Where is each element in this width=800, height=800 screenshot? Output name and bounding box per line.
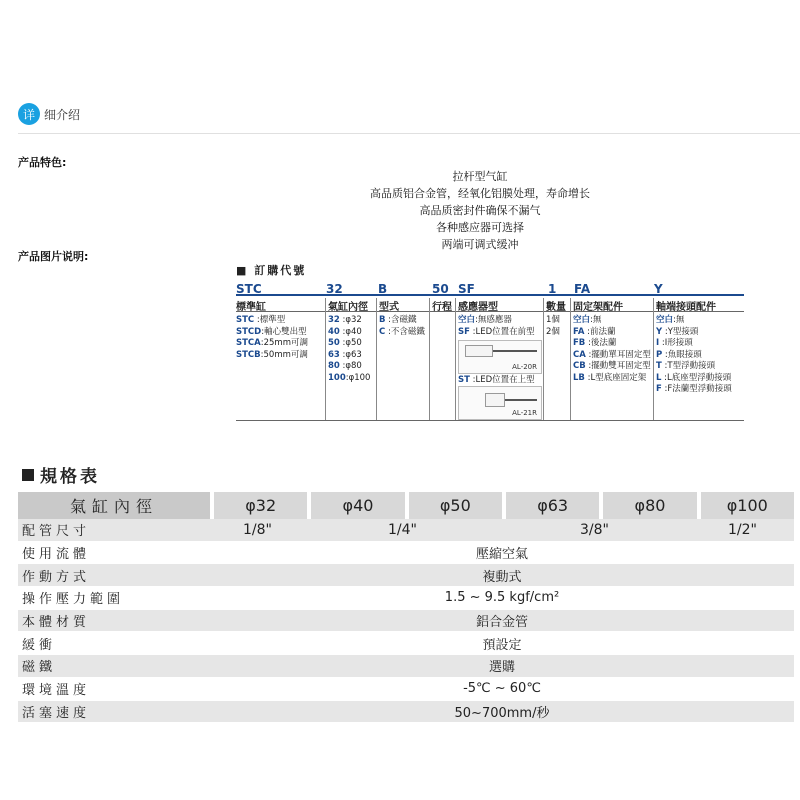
bore-options [328, 315, 370, 384]
spec-title-text: 規格表 [40, 467, 100, 487]
order-bottom-line [236, 420, 744, 421]
standard-options [236, 315, 308, 361]
order-code-row [236, 282, 744, 296]
row-label: 磁鐵 [22, 660, 57, 676]
spec-title [22, 462, 100, 487]
feature-item: 各种感应器可选择 [436, 221, 524, 234]
table-row [18, 678, 794, 701]
spec-table [18, 492, 794, 723]
pictures-label: 产品图片说明: [18, 250, 89, 263]
table-row [18, 564, 794, 587]
table-row [18, 655, 794, 678]
row-value: 選購 [488, 660, 515, 676]
qty-options [546, 315, 560, 338]
order-code-block [236, 262, 744, 422]
pipe-size: 1/2" [728, 521, 757, 538]
cat-type: 型式 [379, 302, 399, 313]
option-item: SF :LED位置在前型 [458, 326, 535, 337]
option-item: Y :Y型接頭 [656, 326, 699, 337]
cat-bore: 氣缸內徑 [328, 302, 368, 313]
sensor-options-top [458, 375, 535, 387]
bore-header-cell: φ50 [405, 492, 502, 519]
cat-qty: 數量 [546, 302, 566, 313]
features-list [330, 168, 630, 253]
code-sensor: SF [458, 282, 475, 296]
option-item: FB :後法蘭 [573, 338, 617, 348]
column-divider [376, 298, 377, 420]
sensor-model: AL-21R [512, 409, 537, 417]
option-item: ST :LED位置在上型 [458, 375, 535, 385]
sensor-options [458, 315, 542, 338]
sensor-image-top [458, 386, 542, 420]
sensor-body [485, 393, 505, 407]
feature-item: 高品质铝合金管，经氧化铝膜处理，寿命增长 [370, 187, 590, 200]
feature-item: 两端可调式缓冲 [441, 238, 519, 251]
option-item: 空白:無 [573, 315, 602, 325]
spec-header-row [18, 492, 794, 519]
option-item: 50 :φ50 [328, 338, 362, 348]
row-value: -5℃ ~ 60℃ [463, 681, 541, 697]
sensor-image-front [458, 340, 542, 374]
option-item: 80 :φ80 [328, 361, 362, 371]
row-label: 環境溫度 [22, 683, 91, 699]
option-item: 32 :φ32 [328, 315, 362, 325]
bore-header-label: 氣缸內徑 [69, 497, 158, 516]
column-divider [570, 298, 571, 420]
option-item: 40 :φ40 [328, 326, 362, 337]
option-item: T :T型浮動接頭 [656, 361, 716, 371]
table-row [18, 587, 794, 610]
option-item: 空白:無感應器 [458, 315, 512, 325]
square-bullet-icon [22, 469, 34, 481]
cat-mount: 固定架配件 [573, 302, 623, 313]
option-item: 2個 [546, 326, 560, 337]
sensor-cable [493, 350, 537, 352]
row-value: 預設定 [482, 637, 522, 653]
column-divider [325, 298, 326, 420]
option-item: CA :擺動單耳固定型 [573, 349, 651, 360]
bore-header-cell: φ80 [599, 492, 696, 519]
row-value: 鋁合金管 [475, 615, 528, 631]
bore-header-cell: φ63 [502, 492, 599, 519]
feature-item: 高品质密封件确保不漏气 [419, 204, 541, 217]
code-qty: 1 [548, 282, 557, 296]
code-stroke: 50 [432, 282, 449, 296]
row-label: 使用流體 [22, 547, 91, 563]
row-label: 操作壓力範圍 [22, 592, 125, 608]
code-rod: Y [654, 282, 663, 296]
bore-header-cell: φ100 [697, 492, 794, 519]
column-divider [653, 298, 654, 420]
row-label: 緩衝 [22, 637, 57, 653]
option-item: 63 :φ63 [328, 349, 362, 360]
header-divider [18, 133, 800, 134]
row-label: 活塞速度 [22, 705, 91, 721]
row-value: 50~700mm/秒 [454, 705, 550, 721]
table-row [18, 542, 794, 565]
detail-badge-icon: 详 [18, 103, 40, 125]
option-item: P :魚眼接頭 [656, 349, 702, 360]
row-value: 壓縮空氣 [475, 547, 528, 563]
option-item: STCA:25mm可調 [236, 338, 308, 348]
sensor-body [465, 345, 493, 357]
option-item: CB :擺動雙耳固定型 [573, 361, 651, 371]
option-item: STC :標準型 [236, 315, 286, 325]
column-divider [543, 298, 544, 420]
table-row [18, 610, 794, 633]
table-row [18, 701, 794, 724]
column-divider [429, 298, 430, 420]
option-item: 空白:無 [656, 315, 685, 325]
cat-sensor: 感應器型 [458, 302, 498, 313]
pipe-size: 1/8" [243, 521, 272, 538]
cat-stroke: 行程 [432, 302, 452, 313]
feature-item: 拉杆型气缸 [452, 170, 508, 183]
order-title: ■ 訂購代號 [236, 264, 307, 277]
rod-options [656, 315, 732, 396]
cat-standard: 標準缸 [236, 302, 266, 313]
pipe-size: 1/4" [388, 521, 417, 538]
option-item: F :F法蘭型浮動接頭 [656, 384, 732, 394]
code-bore: 32 [326, 282, 343, 296]
option-item: L :L底座型浮動接頭 [656, 372, 732, 383]
row-label: 配管尺寸 [22, 524, 91, 540]
mount-options [573, 315, 651, 384]
option-item: STCB:50mm可調 [236, 349, 308, 360]
option-item: 1個 [546, 315, 560, 325]
column-divider [455, 298, 456, 420]
pipe-size: 3/8" [580, 521, 609, 538]
option-item: FA :前法蘭 [573, 326, 616, 337]
features-label: 产品特色: [18, 156, 67, 169]
detail-title: 细介绍 [44, 107, 81, 122]
bore-header-cell: φ40 [307, 492, 404, 519]
row-value: 1.5 ~ 9.5 kgf/cm² [444, 590, 560, 606]
option-item: B :含磁鐵 [379, 315, 417, 325]
table-row [18, 519, 794, 542]
option-item: LB :L型底座固定架 [573, 372, 647, 383]
table-row [18, 632, 794, 655]
type-options [379, 315, 425, 338]
cat-rod: 軸端接頭配件 [656, 302, 716, 313]
code-mount: FA [574, 282, 591, 296]
option-item: I :I形接頭 [656, 338, 693, 348]
option-item: STCD:軸心雙出型 [236, 326, 307, 337]
option-item: C :不含磁鐵 [379, 326, 425, 337]
row-label: 本體材質 [22, 615, 91, 631]
order-category-row [236, 298, 744, 312]
sensor-model: AL-20R [512, 363, 537, 371]
option-item: 100:φ100 [328, 372, 371, 383]
code-series: STC [236, 282, 262, 296]
row-value: 複動式 [482, 569, 522, 585]
bore-header-cell: φ32 [210, 492, 307, 519]
code-type: B [378, 282, 388, 296]
sensor-cable [505, 399, 537, 401]
row-label: 作動方式 [22, 569, 91, 585]
detail-header [18, 103, 80, 125]
